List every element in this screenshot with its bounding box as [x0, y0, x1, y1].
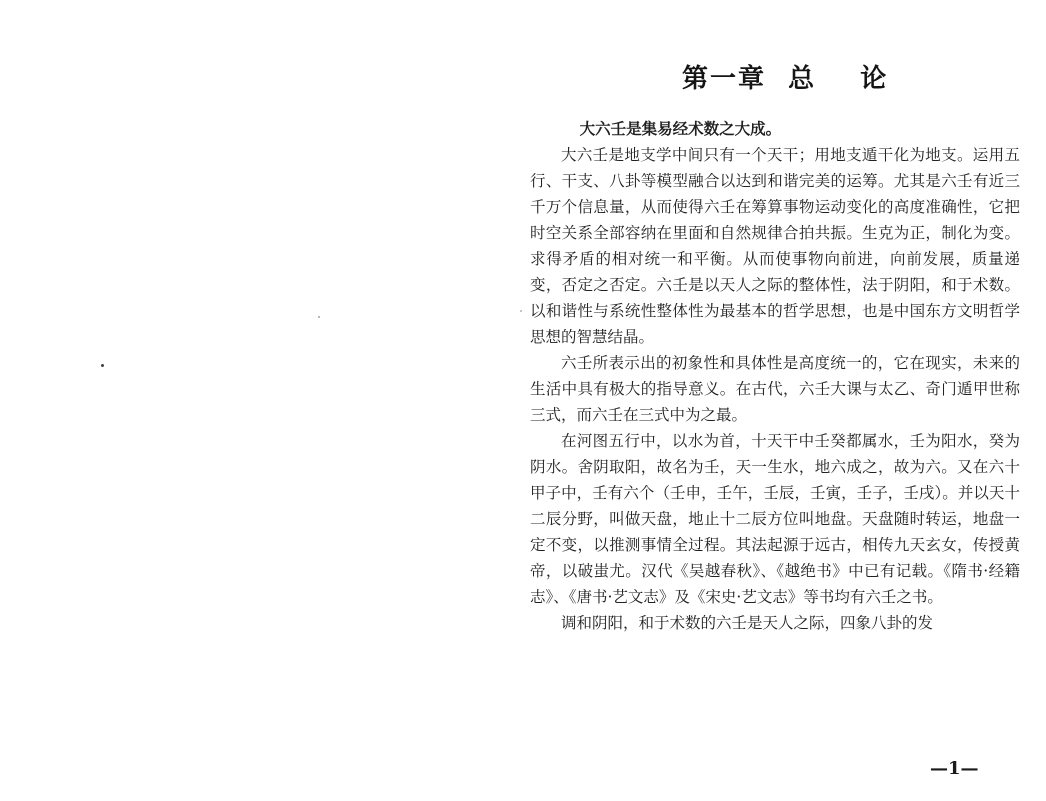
scan-speck	[318, 316, 320, 318]
paragraph: 调和阴阳，和于术数的六壬是天人之际，四象八卦的发	[561, 614, 934, 632]
paragraph: 在河图五行中，以水为首，十天干中壬癸都属水，壬为阳水，癸为阴水。舍阴取阳，故名为壬，天一生水，地六成之，故为六。又在六十甲子中，壬有六个（壬申，壬午，壬辰，壬寅，壬子，壬戌）。并以天十二辰分野，叫做天盘，地止十二辰方位叫地盘。天盘随时转运，地盘一定不变，以推测事情全过程。其法起源于远古，相传九天玄女，传授黄帝，以破蚩尤。汉代《吴越春秋》、《越绝书》中已有记载。《隋书·经籍志》、《唐书·艺文志》及《宋史·艺文志》等书均有六壬之书。	[530, 432, 1020, 606]
body-text	[530, 116, 1020, 636]
scan-speck	[101, 364, 104, 367]
paragraph: 六壬所表示出的初象性和具体性是高度统一的，它在现实，未来的生活中具有极大的指导意义。在古代，六壬大课与太乙、奇门遁甲世称三式，而六壬在三式中为之最。	[530, 354, 1020, 424]
page-number: —1—	[930, 758, 979, 779]
paragraph: 大六壬是集易经术数之大成。	[579, 119, 782, 138]
paragraph: 大六壬是地支学中间只有一个天干；用地支遁干化为地支。运用五行、干支、八卦等模型融合以达到和谐完美的运筹。尤其是六壬有近三千万个信息量，从而使得六壬在筹算事物运动变化的高度准确性，它把时空关系全部容纳在里面和自然规律合拍共振。生克为正，制化为变。求得矛盾的相对统一和平衡。从而使事物向前进，向前发展，质量递变，否定之否定。六壬是以天人之际的整体性，法于阴阳，和于术数。以和谐性与系统性整体性为最基本的哲学思想，也是中国东方文明哲学思想的智慧结晶。	[530, 146, 1020, 346]
scan-speck	[520, 310, 522, 312]
chapter-title: 第一章 总 论	[682, 64, 889, 94]
